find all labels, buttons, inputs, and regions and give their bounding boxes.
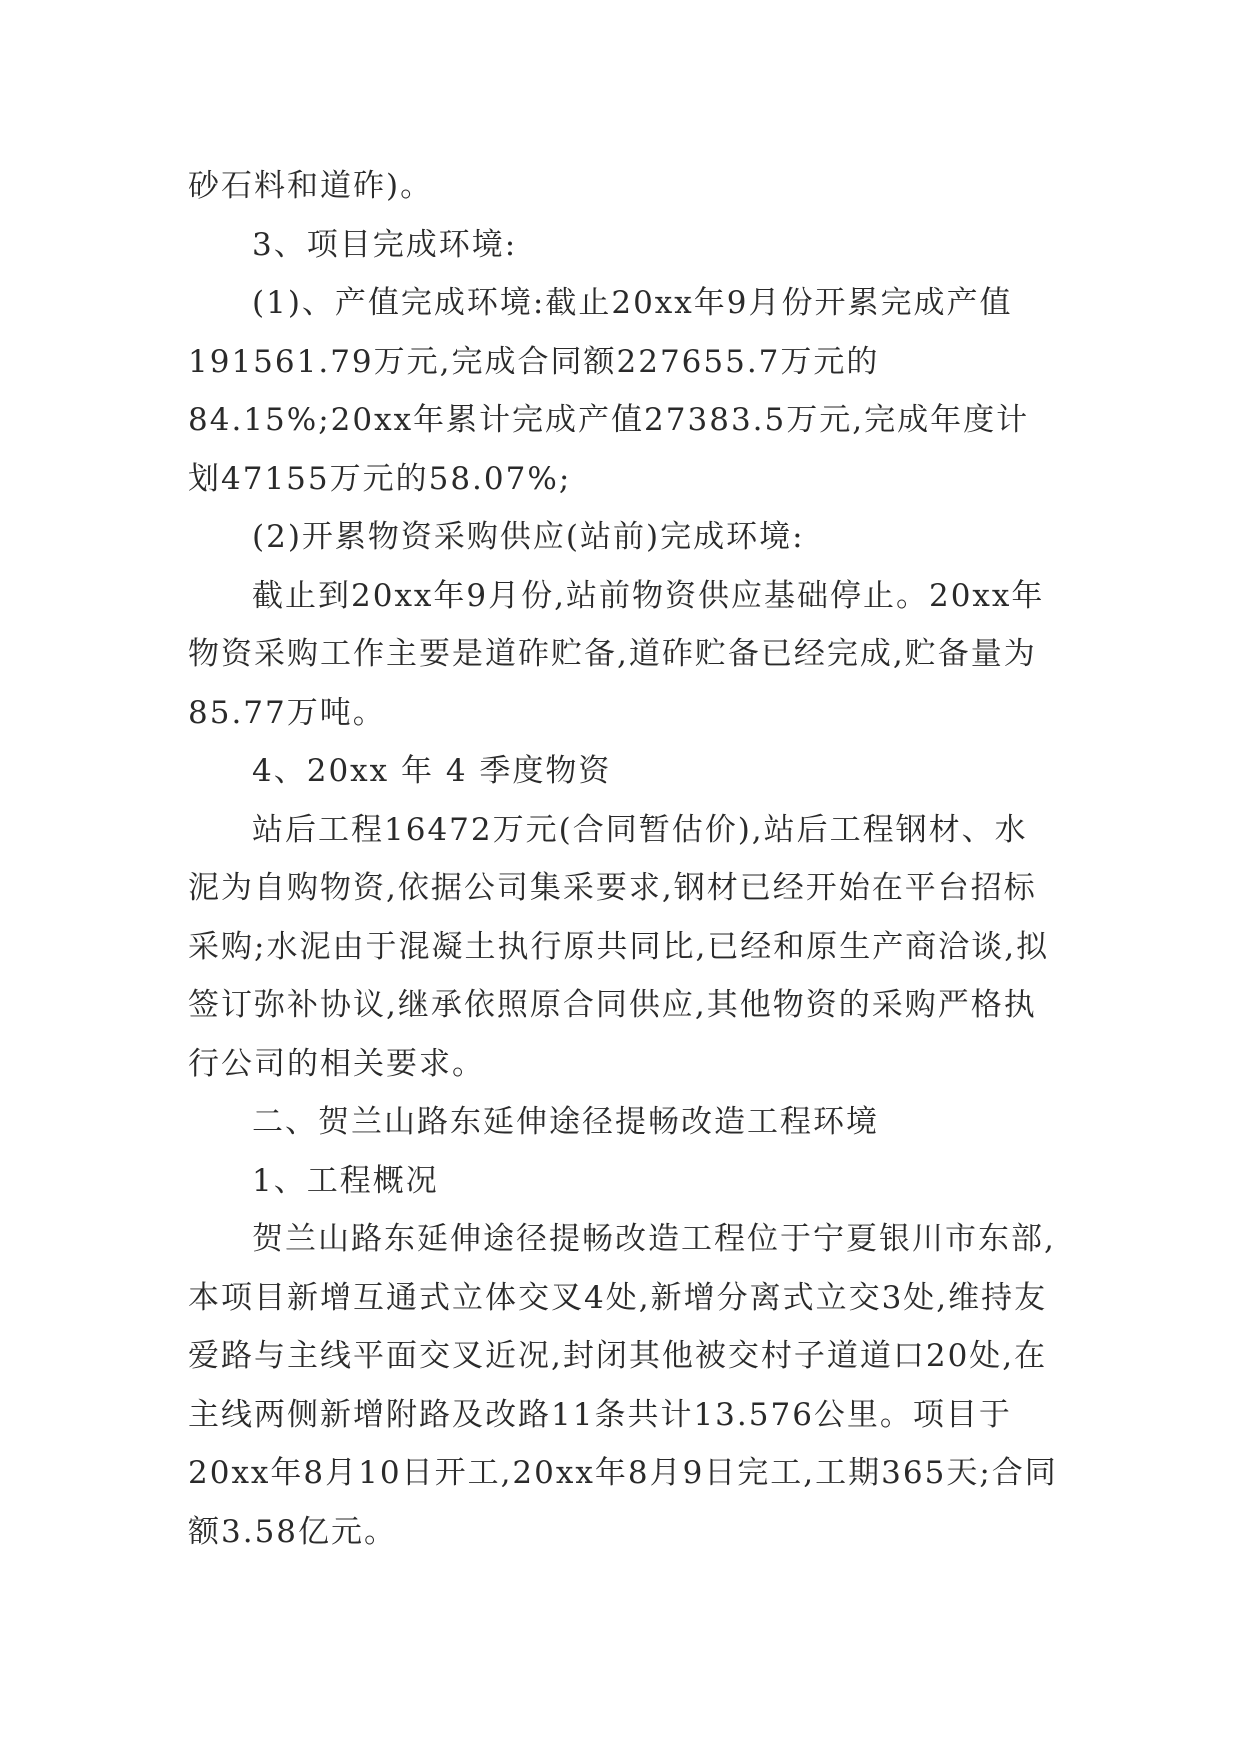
subheading-project-overview: 1、工程概况 xyxy=(252,1162,439,1199)
paragraph-continuation: 砂石料和道砟)。 xyxy=(188,168,434,204)
section-heading-project-completion: 3、项目完成环境: xyxy=(252,226,518,263)
subheading-material-procurement: (2)开累物资采购供应(站前)完成环境: xyxy=(252,519,805,555)
document-body xyxy=(188,157,1058,1561)
section-heading-helanshan-road: 二、贺兰山路东延伸途径提畅改造工程环境 xyxy=(252,1104,879,1140)
paragraph-project-overview: 贺兰山路东延伸途径提畅改造工程位于宁夏银川市东部,本项目新增互通式立体交叉4处,新增分离式立交3处,维持友爱路与主线平面交叉近况,封闭其他被交村子道道口20处,在主线两侧新增附路及改路11条共计13.576公里。项目于20xx年8月10日开工,20xx年8月9日完工,工期365天;合同额3.58亿元。 xyxy=(188,1221,1058,1550)
paragraph-material-supply: 截止到20xx年9月份,站前物资供应基础停止。20xx年物资采购工作主要是道砟贮备,道砟贮备已经完成,贮备量为85.77万吨。 xyxy=(188,577,1045,731)
section-heading-q4-materials: 4、20xx 年 4 季度物资 xyxy=(252,753,612,789)
paragraph-output-value: (1)、产值完成环境:截止20xx年9月份开累完成产值191561.79万元,完成合同额227655.7万元的84.15%;20xx年累计完成产值27383.5万元,完成年度计划47155万元的58.07%; xyxy=(188,285,1030,497)
paragraph-post-station-works: 站后工程16472万元(合同暂估价),站后工程钢材、水泥为自购物资,依据公司集采要求,钢材已经开始在平台招标采购;水泥由于混凝土执行原共同比,已经和原生产商洽谈,拟签订弥补协议,继承依照原合同供应,其他物资的采购严格执行公司的相关要求。 xyxy=(188,811,1050,1082)
